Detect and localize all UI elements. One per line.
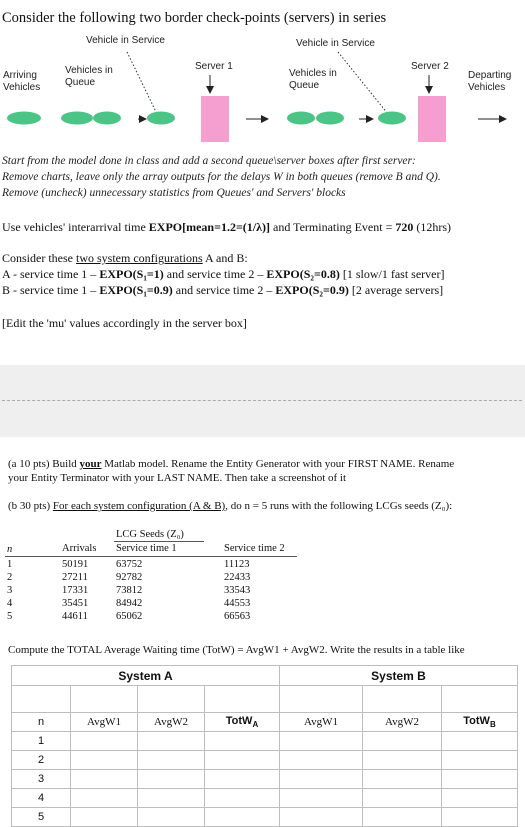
arriving-vehicles-label: Arriving Vehicles [3,70,41,93]
config-a-pre: A - service time 1 – [2,267,100,281]
results-row [12,808,518,827]
seed-table-group-header: LCG Seeds (Z₀) [116,529,184,540]
seed-table-header-rule [114,541,204,542]
arriving-vehicle [7,112,41,125]
departing-vehicles-label: Departing Vehicles [468,70,512,93]
results-header-avgw2-a: AvgW2 [138,713,205,732]
task-a-your: your [79,458,102,470]
server2-label: Server 2 [411,61,449,72]
seed-row-n: 2 [7,572,13,583]
queue2-vehicle-1 [287,112,315,125]
seed-row-service1: 73812 [116,585,143,596]
results-row-n: 5 [12,808,71,827]
seed-row-n: 3 [7,585,13,596]
config-b-service2: EXPO(S₂=0.9) [275,283,349,297]
config-b-service1: EXPO(S₁=0.9) [99,283,173,297]
task-a-line-1 [8,457,454,472]
config-a-mid: and service time 2 – [163,267,267,281]
config-b-pre: B - service time 1 – [2,283,100,297]
seed-row-arrivals: 27211 [62,572,88,583]
seed-row-service2: 22433 [224,572,251,583]
queue2-vehicle-2 [316,112,344,125]
problem-title: Consider the following two border check-points (servers) in series [2,10,387,26]
pointer-line-left [127,52,157,114]
results-row [12,789,518,808]
config-a-line [2,267,444,282]
system-b-header [280,666,518,686]
task-b-post: , do n = 5 runs with the following LCGs seeds (Z₀): [225,500,453,512]
queue1-vehicle-1 [61,112,93,125]
task-b-underlined: For each system configuration (A & B) [52,500,226,512]
seed-row-service1: 84942 [116,598,143,609]
results-row [12,732,518,751]
server1-box [201,96,229,142]
task-a-post: Matlab model. Rename the Entity Generator with your FIRST NAME. Rename [101,458,455,470]
results-header-avgw1-b: AvgW1 [280,713,363,732]
system-a-label: System A [118,668,173,683]
results-header-totw-a [205,713,280,732]
system-b-label: System B [371,668,426,683]
results-header-avgw1-a: AvgW1 [71,713,138,732]
instruction-line-1: Start from the model done in class and add a second queue\server boxes after first server: [2,155,416,167]
server1-vehicle [147,112,175,125]
terminating-event-value: 720 [395,220,414,234]
config-a-post: [1 slow/1 fast server] [339,267,445,281]
configs-intro-pre: Consider these [2,251,76,265]
server1-label: Server 1 [195,61,233,72]
interarrival-line [2,220,451,235]
seed-row-service1: 63752 [116,559,143,570]
seed-table-rule [5,556,297,557]
seed-row-arrivals: 50191 [62,559,89,570]
seed-header-service1: Service time 1 [116,543,177,554]
seed-row-arrivals: 35451 [62,598,89,609]
results-table [11,665,518,827]
results-spacer-row [12,686,518,713]
totw-b-subscript: B [489,720,496,730]
totw-a-subscript: A [252,720,259,730]
results-row-n: 3 [12,770,71,789]
results-row-n: 4 [12,789,71,808]
config-b-mid: and service time 2 – [172,283,276,297]
results-row [12,751,518,770]
seed-row-service1: 92782 [116,572,143,583]
seed-row-n: 4 [7,598,13,609]
task-a-line-2: your Entity Terminator with your LAST NAME. Then take a screenshot of it [8,472,347,484]
task-a-pre: (a 10 pts) Build [8,458,80,470]
config-b-post: [2 average servers] [348,283,444,297]
seed-row-arrivals: 17331 [62,585,89,596]
results-system-header-row [12,666,518,686]
seed-header-n: n [7,544,13,555]
pointer-line-right [338,52,388,114]
seed-row-service2: 66563 [224,611,251,622]
results-row-n: 1 [12,732,71,751]
results-header-avgw2-b: AvgW2 [363,713,442,732]
compute-instruction: Compute the TOTAL Average Waiting time (TotW) = AvgW1 + AvgW2. Write the results in a table like [8,644,465,656]
seed-header-arrivals: Arrivals [62,543,97,554]
seed-row-service1: 65062 [116,611,143,622]
seed-row-service2: 33543 [224,585,251,596]
totw-a-label: TotW [225,714,253,727]
instruction-line-2: Remove charts, leave only the array outputs for the delays W in both queues (remove B and Q). [2,171,441,183]
task-b-pre: (b 30 pts) [8,500,53,512]
results-header-n: n [12,713,71,732]
queue2-label: Vehicles in Queue [289,68,337,91]
system-a-header [12,666,280,686]
interarrival-mid: and Terminating Event = [270,220,396,234]
queue1-vehicle-2 [93,112,121,125]
config-a-service2: EXPO(S₂=0.8) [266,267,340,281]
configs-intro-post: A and B: [202,251,248,265]
server2-box [418,96,446,142]
seed-row-service2: 11123 [224,559,250,570]
totw-b-label: TotW [463,714,490,727]
results-row [12,770,518,789]
seed-header-service2: Service time 2 [224,543,285,554]
queue1-label: Vehicles in Queue [65,65,113,88]
results-row-n: 2 [12,751,71,770]
seed-row-arrivals: 44611 [62,611,88,622]
edit-note: [Edit the 'mu' values accordingly in the server box] [2,316,247,330]
config-a-service1: EXPO(S₁=1) [99,267,164,281]
configs-intro-underlined: two system configurations [76,251,203,265]
interarrival-post: (12hrs) [413,220,452,234]
vehicle-in-service-left: Vehicle in Service [86,35,165,46]
task-b-line [8,499,452,514]
results-header-totw-b [442,713,518,732]
server2-vehicle [378,112,406,125]
configs-intro [2,251,248,266]
interarrival-pre: Use vehicles' interarrival time [2,220,149,234]
seed-row-n: 1 [7,559,13,570]
instruction-line-3: Remove (uncheck) unnecessary statistics from Queues' and Servers' blocks [2,187,346,199]
results-column-header-row [12,713,518,732]
config-b-line [2,283,443,298]
page-break [0,365,525,437]
page-break-dashed-line [2,400,522,401]
seed-row-service2: 44553 [224,598,251,609]
seed-row-n: 5 [7,611,13,622]
interarrival-expo: EXPO[mean=1.2=(1/λ)] [148,220,270,234]
vehicle-in-service-right: Vehicle in Service [296,38,375,49]
